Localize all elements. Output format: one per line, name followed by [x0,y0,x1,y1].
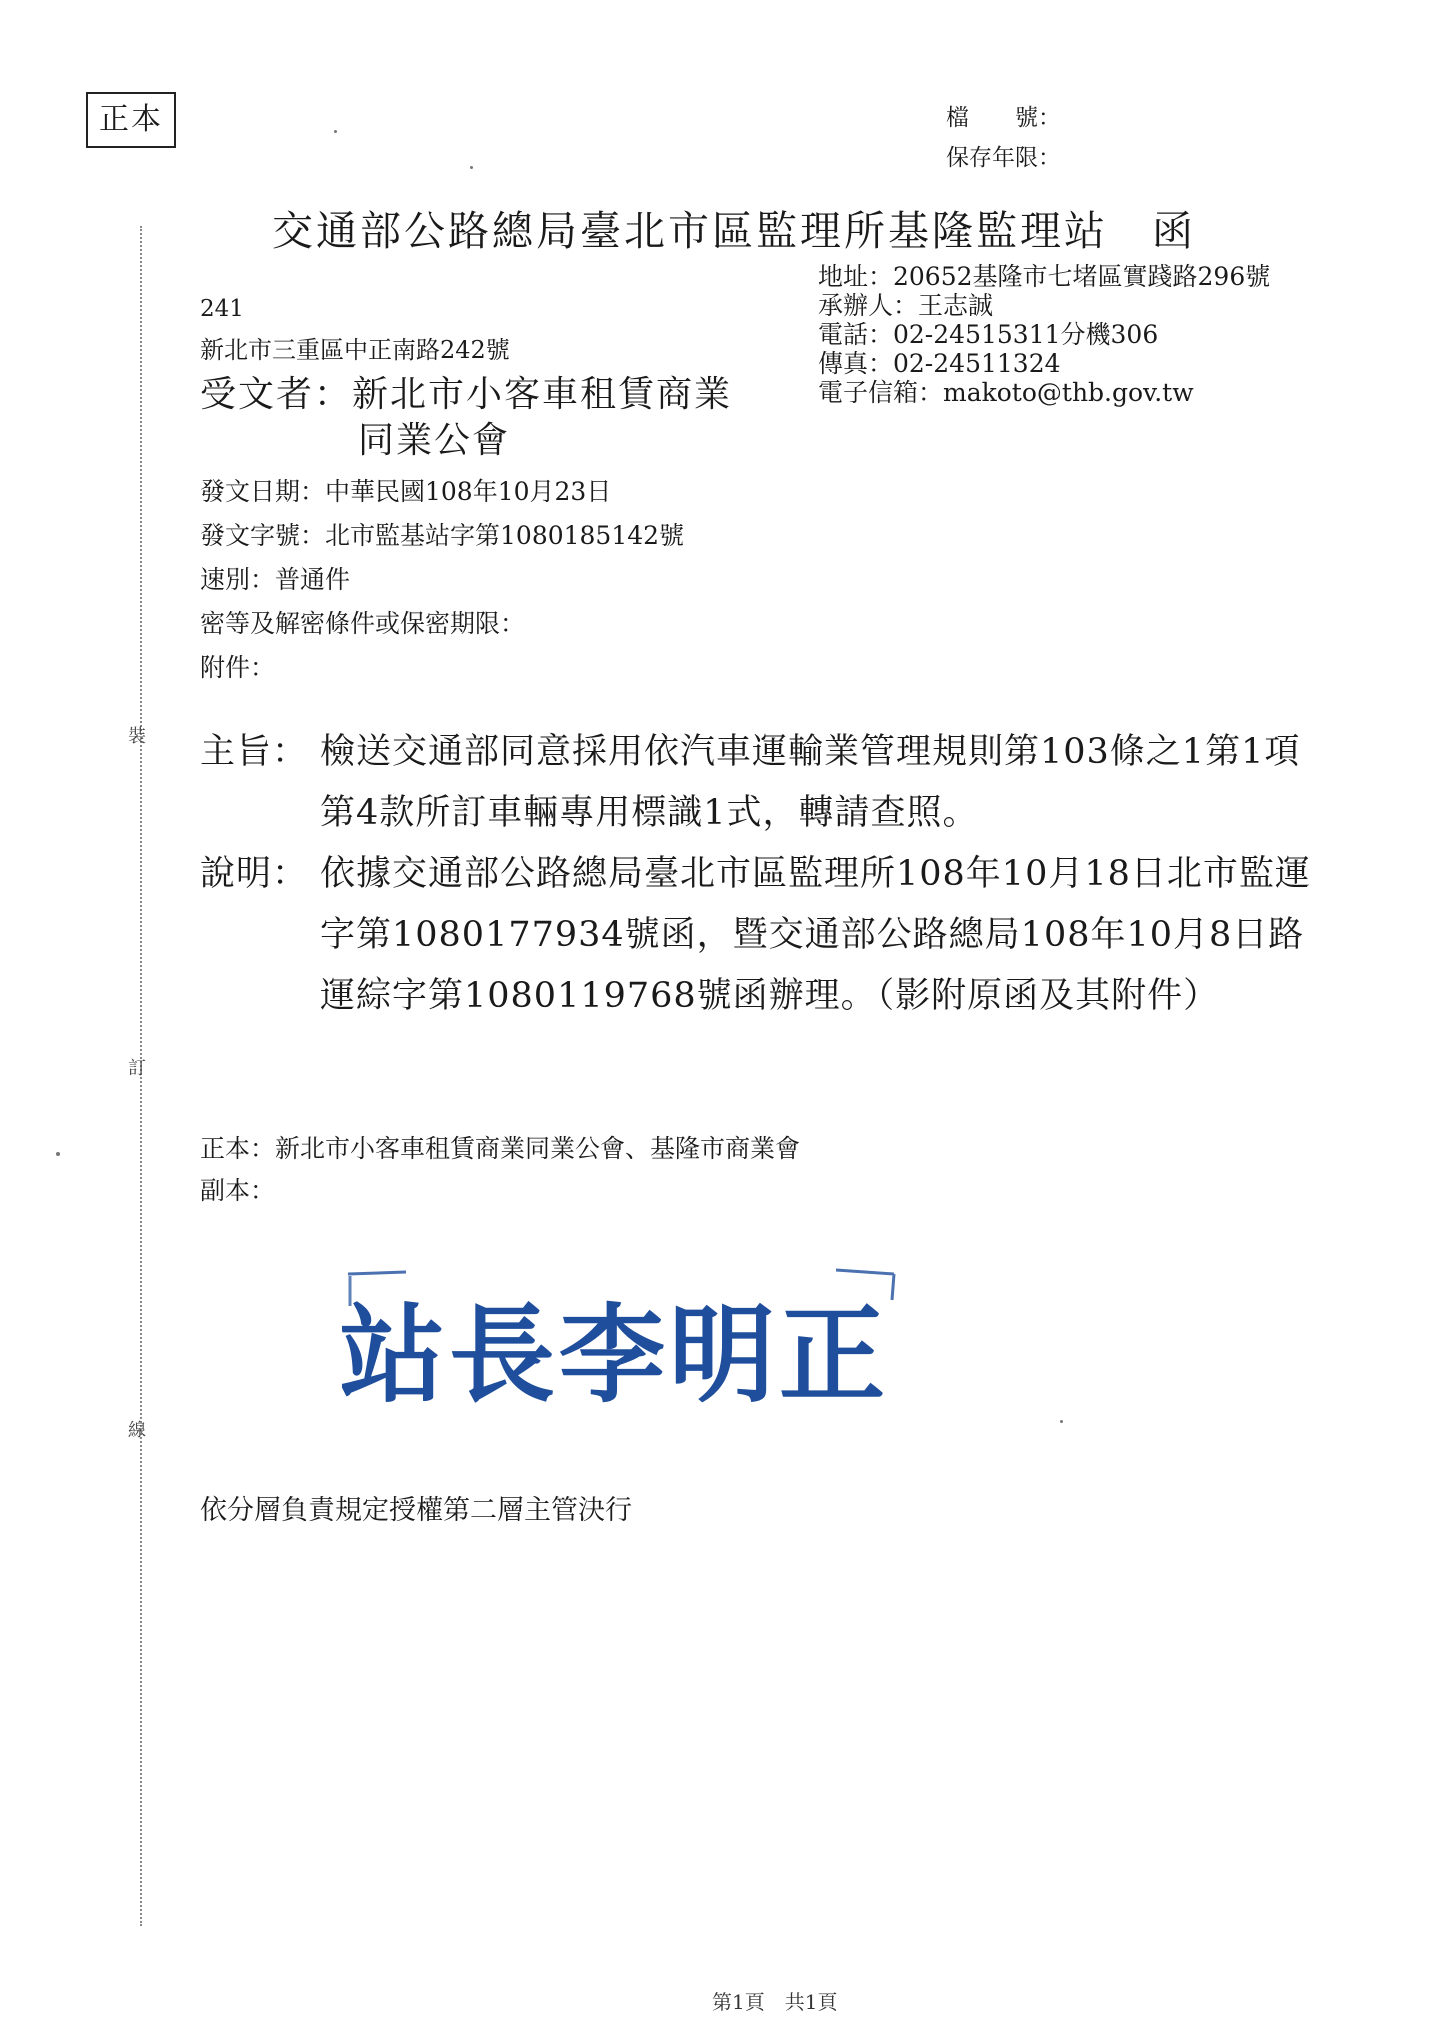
subject-paragraph [200,722,1320,844]
recipient-line-2: 同業公會 [358,420,511,461]
stamp-text: 站長李明正 [342,1292,889,1417]
original-recipients: 正本：新北市小客車租賃商業同業公會、基隆市商業會 [200,1134,801,1163]
explanation-paragraph [200,844,1320,1027]
binding-mark-ding: 訂 [128,1058,146,1079]
signature-stamp [342,1266,902,1430]
scan-speck [334,130,337,133]
subject-text: 檢送交通部同意採用依汽車運輸業管理規則第103條之1第1項第4款所訂車輛專用標識1式，轉請查照。 [320,732,1301,833]
binding-mark-xian: 線 [128,1420,146,1441]
duplicate-recipients: 副本： [200,1176,276,1205]
receiver-zip: 241 [200,296,244,322]
scan-speck [470,166,473,169]
sender-phone: 電話：02-24515311分機306 [818,320,1159,349]
document-body [200,722,1320,1027]
delivery-speed: 速別：普通件 [200,565,351,594]
scan-speck [1060,1420,1063,1423]
explanation-text: 依據交通部公路總局臺北市區監理所108年10月18日北市監運字第1080177934號函，暨交通部公路總局108年10月8日路運綜字第1080119768號函辦理。（影附原函及其附件） [320,854,1311,1016]
retention-period: 保存年限： [946,145,1061,171]
binding-mark-zhuang: 裝 [128,726,146,747]
scan-speck [56,1152,60,1156]
distribution-block [200,1128,800,1212]
page-footer: 第1頁 共1頁 [712,1990,838,2014]
subject-label: 主旨： [200,732,309,772]
sender-address: 地址：20652基隆市七堵區實踐路296號 [818,262,1271,291]
document-title: 交通部公路總局臺北市區監理所基隆監理站 函 [272,207,1196,255]
explanation-label: 說明： [200,854,309,894]
document-meta [200,470,684,690]
stamp-graphic [342,1266,902,1426]
attachments: 附件： [200,653,276,682]
authorization-note: 依分層負責規定授權第二層主管決行 [200,1495,632,1526]
original-copy-label: 正本 [86,92,176,148]
receiver-address: 新北市三重區中正南路242號 [200,336,510,364]
sender-contact-block [818,262,1270,407]
sender-email: 電子信箱：makoto@thb.gov.tw [818,378,1194,407]
sender-fax: 傳真：02-24511324 [818,349,1061,378]
sender-handler: 承辦人：王志誠 [818,291,994,320]
document-number: 發文字號：北市監基站字第1080185142號 [200,521,685,550]
recipient-block [200,372,732,464]
archive-number: 檔 號： [946,105,1061,131]
issue-date: 發文日期：中華民國108年10月23日 [200,477,612,506]
security-level: 密等及解密條件或保密期限： [200,609,526,638]
recipient-line-1: 受文者：新北市小客車租賃商業 [200,374,733,415]
